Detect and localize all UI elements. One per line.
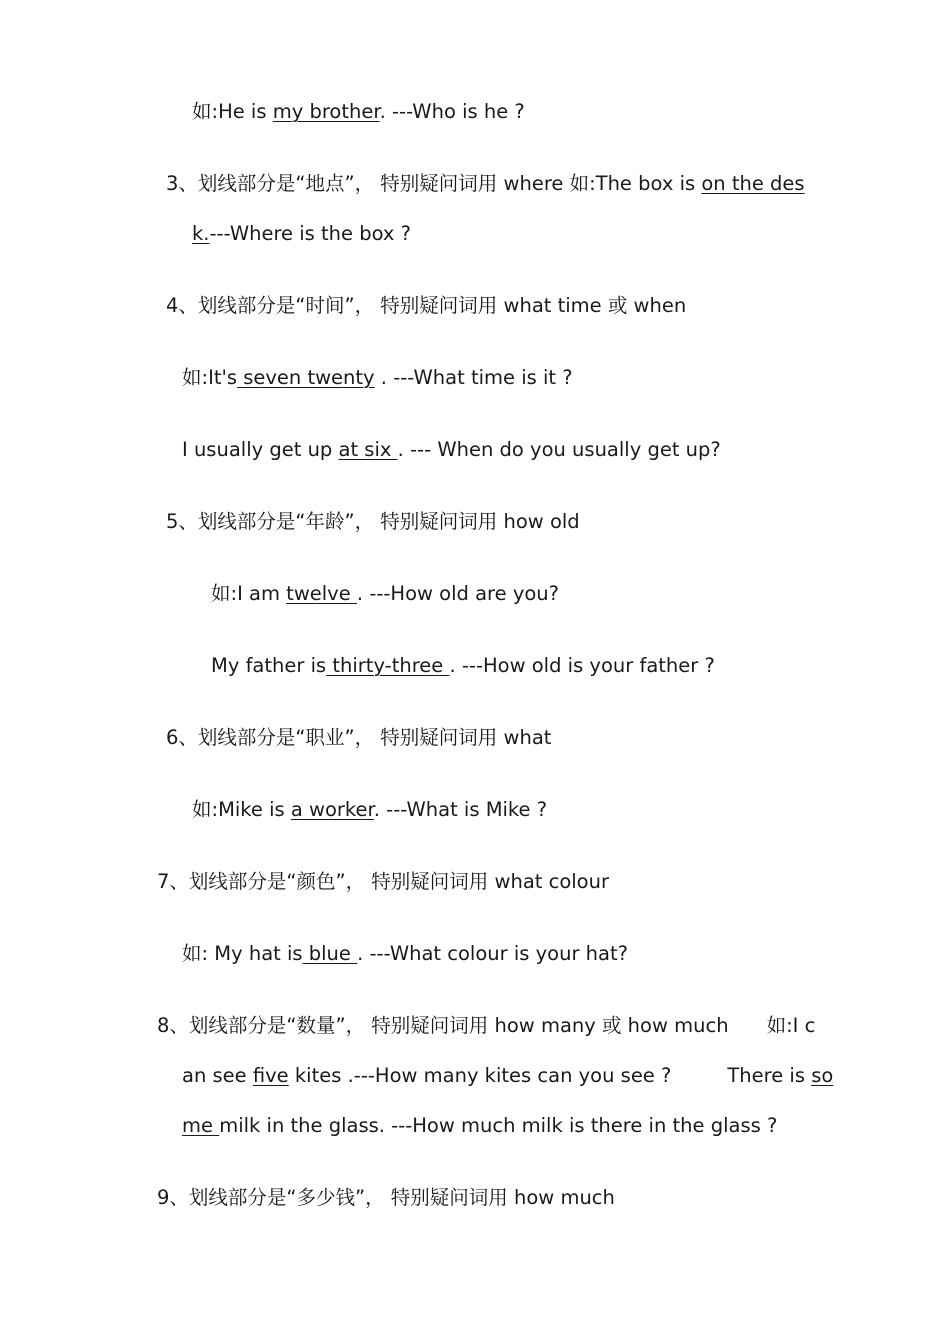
text: 9、划线部分是“多少钱”， 特别疑问词用 how much	[157, 1186, 615, 1209]
example-seven-twenty	[182, 365, 573, 391]
underlined-answer: twelve	[286, 582, 357, 605]
text: milk in the glass. ---How much milk is there in the glass ?	[219, 1114, 778, 1137]
underlined-answer: a worker	[290, 798, 374, 821]
text: 如:Mike is	[192, 798, 291, 821]
example-he-brother	[192, 99, 525, 125]
underlined-answer: five	[252, 1064, 289, 1087]
text: 如:It's	[182, 366, 237, 389]
text: 如:I c	[766, 1014, 816, 1037]
text: 如:I am	[211, 582, 287, 605]
rule-8-quantity	[157, 1013, 815, 1039]
text: . ---How old is your father ?	[449, 654, 715, 677]
underlined-answer: seven twenty	[237, 366, 375, 389]
text: 4、划线部分是“时间”， 特别疑问词用 what time 或 when	[166, 294, 687, 317]
text: My father is	[211, 654, 327, 677]
rule-9-price	[157, 1185, 615, 1211]
text: I usually get up	[182, 438, 339, 461]
text: 如: My hat is	[182, 942, 303, 965]
rule-8-continued-some	[182, 1113, 777, 1139]
underlined-answer: k.	[192, 222, 210, 245]
example-thirty-three	[211, 653, 715, 679]
text: . ---What is Mike ?	[373, 798, 548, 821]
underlined-answer: at six	[338, 438, 398, 461]
underlined-answer: thirty-three	[326, 654, 450, 677]
text: . ---How old are you?	[356, 582, 560, 605]
text: 8、划线部分是“数量”， 特别疑问词用 how many 或 how much	[157, 1014, 729, 1037]
text: 如:He is	[192, 100, 273, 123]
underlined-answer: blue	[302, 942, 358, 965]
rule-7-colour	[157, 869, 609, 895]
underlined-answer: on the des	[701, 172, 805, 195]
text: an see	[182, 1064, 253, 1087]
example-at-six	[182, 437, 721, 463]
text: ---Where is the box ?	[209, 222, 412, 245]
text: . ---Who is he ?	[379, 100, 525, 123]
rule-4-time	[166, 293, 686, 319]
example-blue	[182, 941, 628, 967]
rule-5-age	[166, 509, 580, 535]
rule-6-job	[166, 725, 551, 751]
rule-3-continued	[192, 221, 411, 247]
text: 6、划线部分是“职业”， 特别疑问词用 what	[166, 726, 552, 749]
text: There is	[727, 1064, 812, 1087]
text: 3、划线部分是“地点”， 特别疑问词用 where 如:The box is	[166, 172, 702, 195]
text: . --- When do you usually get up?	[397, 438, 721, 461]
rule-3-place	[166, 171, 805, 197]
text: 7、划线部分是“颜色”， 特别疑问词用 what colour	[157, 870, 609, 893]
underlined-answer: so	[811, 1064, 834, 1087]
text: . ---What colour is your hat?	[357, 942, 628, 965]
rule-8-continued-five	[182, 1063, 833, 1089]
text: 5、划线部分是“年龄”， 特别疑问词用 how old	[166, 510, 580, 533]
example-a-worker	[192, 797, 547, 823]
text: . ---What time is it ?	[374, 366, 573, 389]
text: kites .---How many kites can you see ?	[288, 1064, 672, 1087]
underlined-answer: my brother	[272, 100, 380, 123]
example-twelve	[211, 581, 559, 607]
underlined-answer: me	[182, 1114, 220, 1137]
